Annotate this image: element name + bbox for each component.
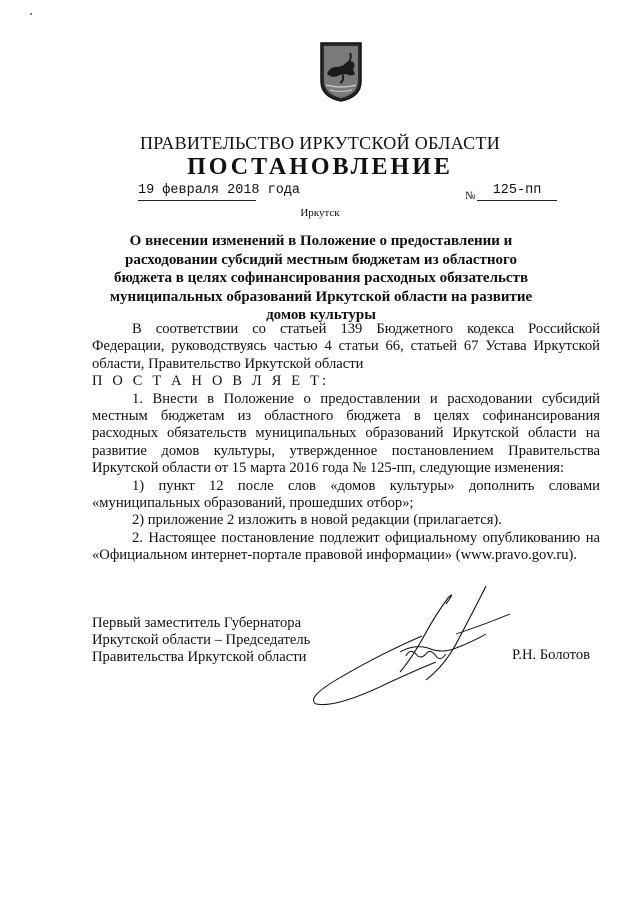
signatory-name: Р.Н. Болотов: [512, 647, 591, 663]
document-body: [92, 321, 600, 565]
preamble: В соответствии со статьей 139 Бюджетного кодекса Российской Федерации, руководствуясь частью 4 статьи 66, статьей 67 Устава Иркутской области, Правительство Иркутской области: [92, 321, 600, 372]
sub-item-2: 2) приложение 2 изложить в новой редакции (прилагается).: [132, 512, 502, 529]
item-1: 1. Внести в Положение о предоставлении и расходовании субсидий местным бюджетам из областного бюджета в целях софинансирования расходных обязательств муниципальных образований Иркутской области на развитие домов культуры, утвержденное постановлением Правительства Иркутской области от 15 марта 2016 года № 125-пп, следующие изменения:: [92, 390, 600, 477]
coat-of-arms-icon: [318, 41, 364, 103]
number-label: №: [465, 190, 476, 202]
position-line: Иркутской области – Председатель: [92, 632, 311, 648]
item-2: 2. Настоящее постановление подлежит официальному опубликованию на «Официальном интернет-портале правовой информации» (www.pravo.gov.ru).: [92, 529, 600, 564]
document-type: ПОСТАНОВЛЕНИЕ: [187, 154, 453, 180]
city: Иркутск: [300, 207, 340, 219]
document-number: 125-пп: [477, 182, 557, 201]
document-date: 19 февраля 2018 года: [138, 182, 256, 201]
document-title: О внесении изменений в Положение о предоставлении и расходовании субсидий местным бюджетам из областного бюджета в целях софинансирования расходных обязательств муниципальных образований Иркутской области на развитие домов культуры: [109, 233, 533, 324]
scan-speck: [30, 13, 32, 15]
position-line: Правительства Иркутской области: [92, 649, 307, 665]
government-name: ПРАВИТЕЛЬСТВО ИРКУТСКОЙ ОБЛАСТИ: [139, 133, 501, 153]
decree-word: П О С Т А Н О В Л Я Е Т:: [92, 373, 330, 390]
position-line: Первый заместитель Губернатора: [92, 615, 302, 631]
sub-item-1: 1) пункт 12 после слов «домов культуры» дополнить словами «муниципальных образований, прошедших отбор»;: [92, 477, 600, 512]
handwritten-signature-icon: [296, 584, 514, 708]
